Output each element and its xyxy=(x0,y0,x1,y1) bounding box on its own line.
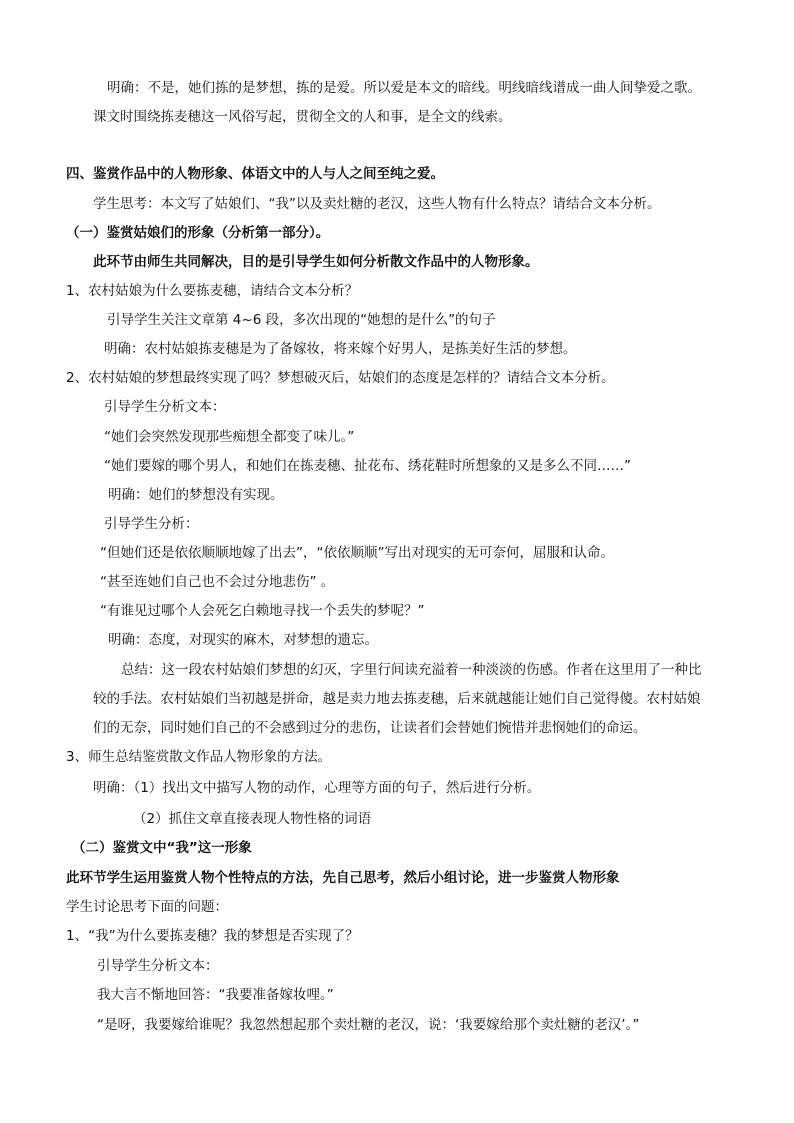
text-line: 明确：不是，她们拣的是梦想，拣的是爱。所以爱是本文的暗线。明线暗线谱成一曲人间挚爱之歌。 xyxy=(107,80,701,96)
quote-line: “是呀，我要嫁给谁呢？我忽然想起那个卖灶糖的老汉，说：‘我要嫁给那个卖灶糖的老汉’。” xyxy=(97,1017,640,1033)
question-item: 1、农村姑娘为什么要拣麦穗，请结合文本分析？ xyxy=(66,283,359,299)
text-line: 引导学生分析： xyxy=(104,516,199,532)
quote-line: “但她们还是依依顺顺地嫁了出去”，“依依顺顺”写出对现实的无可奈何，屈服和认命。 xyxy=(100,545,614,561)
text-line: 引导学生分析文本： xyxy=(97,958,219,974)
text-line: 学生思考：本文写了姑娘们、“我”以及卖灶糖的老汉，这些人物有什么特点？请结合文本分析。 xyxy=(93,196,661,212)
quote-line: “有谁见过哪个人会死乞白赖地寻找一个丢失的梦呢？” xyxy=(100,603,425,619)
answer-line: 明确：态度，对现实的麻木，对梦想的遗忘。 xyxy=(108,632,378,648)
text-line: 引导学生分析文本： xyxy=(104,399,226,415)
subsection-heading: （二）鉴赏文中“我”这一形象 xyxy=(72,840,252,856)
question-item: 1、“我”为什么要拣麦穗？我的梦想是否实现了？ xyxy=(66,928,359,944)
quote-line: “她们会突然发现那些痴想全都变了味儿。” xyxy=(104,429,355,445)
answer-line: 明确：她们的梦想没有实现。 xyxy=(108,487,284,503)
text-line: 课文时围绕拣麦穗这一风俗写起，贯彻全文的人和事，是全文的线索。 xyxy=(93,109,512,125)
subsection-heading: （一）鉴赏姑娘们的形象（分析第一部分）。 xyxy=(66,225,330,241)
quote-line: “她们要嫁的哪个男人，和她们在拣麦穗、扯花布、绣花鞋时所想象的又是多么不同……” xyxy=(104,458,631,474)
answer-line: （2）抓住文章直接表现人物性格的词语 xyxy=(133,811,372,827)
summary-line: 较的手法。农村姑娘们当初越是拼命，越是卖力地去拣麦穗，后来就越能让她们自己觉得傻。农村姑娘 xyxy=(93,691,701,707)
question-item: 3、师生总结鉴赏散文作品人物形象的方法。 xyxy=(66,749,332,765)
answer-line: 明确：（1）找出文中描写人物的动作，心理等方面的句子，然后进行分析。 xyxy=(93,780,541,796)
bold-paragraph: 此环节由师生共同解决，目的是引导学生如何分析散文作品中的人物形象。 xyxy=(93,254,539,270)
question-item: 2、农村姑娘的梦想最终实现了吗？梦想破灭后，姑娘们的态度是怎样的？请结合文本分析。 xyxy=(66,370,615,386)
summary-line: 总结：这一段农村姑娘们梦想的幻灭，字里行间读充溢着一种淡淡的伤感。作者在这里用了一种比 xyxy=(121,662,702,678)
quote-line: “甚至连她们自己也不会过分地悲伤” 。 xyxy=(100,574,335,590)
answer-line: 明确：农村姑娘拣麦穗是为了备嫁妆，将来嫁个好男人，是拣美好生活的梦想。 xyxy=(104,341,577,357)
section-heading: 四、鉴赏作品中的人物形象、体语文中的人与人之间至纯之爱。 xyxy=(66,166,444,182)
bold-paragraph: 此环节学生运用鉴赏人物个性特点的方法，先自己思考，然后小组讨论，进一步鉴赏人物形象 xyxy=(66,870,620,886)
summary-line: 们的无奈，同时她们自己的不会感到过分的悲伤，让读者们会替她们惋惜并悲悯她们的命运。 xyxy=(93,720,647,736)
text-line: 学生讨论思考下面的问题： xyxy=(66,899,228,915)
text-line: 引导学生关注文章第 4~6 段，多次出现的“她想的是什么”的句子 xyxy=(107,312,496,328)
quote-line: 我大言不惭地回答：“我要准备嫁妆哩。” xyxy=(97,987,334,1003)
